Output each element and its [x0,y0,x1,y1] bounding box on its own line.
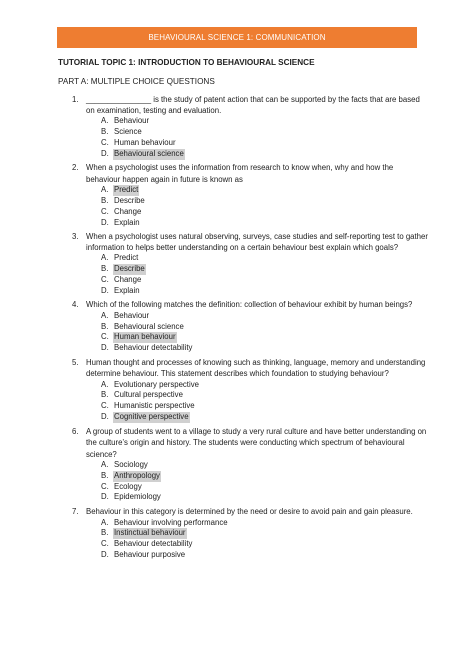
answer-option [58,127,428,138]
answer-options [58,311,428,355]
question-item [58,94,428,160]
option-text: Describe [114,195,145,205]
answer-option [58,518,428,529]
option-letter: A. [101,184,109,194]
option-text: Explain [114,217,140,227]
option-letter: B. [101,264,109,274]
option-letter: C. [101,332,109,342]
answer-option [58,311,428,322]
question-number: 2. [72,163,79,173]
answer-option [58,207,428,218]
answer-option [58,482,428,493]
answer-option [58,253,428,264]
option-text: Explain [114,286,140,296]
option-letter: A. [101,116,109,126]
question-text: Which of the following matches the definition: collection of behaviour exhibit by human beings? [86,300,413,310]
answer-option [58,539,428,550]
question-number: 4. [72,300,79,310]
option-letter: A. [101,459,109,469]
option-letter: C. [101,481,109,491]
highlighted-answer: Describe [114,264,145,274]
option-letter: B. [101,127,109,137]
answer-option [58,343,428,354]
option-letter: B. [101,390,109,400]
answer-option [58,185,428,196]
option-letter: D. [101,550,109,560]
answer-option [58,528,428,539]
answer-option [58,322,428,333]
option-text: Humanistic perspective [114,401,195,411]
question-number: 6. [72,427,79,437]
part-heading: PART A: MULTIPLE CHOICE QUESTIONS [58,77,215,86]
option-text: Behaviour [114,310,150,320]
question-text: When a psychologist uses natural observing, surveys, case studies and self-reporting test to gather information to helps better understanding on a certain behaviour best explain which goals? [86,231,428,253]
question-text: When a psychologist uses the information from research to know when, why and how the behaviour happen again in future is known as [86,163,394,184]
answer-option [58,380,428,391]
answer-option [58,332,428,343]
answer-option [58,149,428,160]
header-banner: BEHAVIOURAL SCIENCE 1: COMMUNICATION [57,27,417,48]
answer-option [58,275,428,286]
option-text: Behaviour [114,116,150,126]
option-text: Behaviour purposive [114,550,186,560]
option-letter: D. [101,286,109,296]
question-text: A group of students went to a village to study a very rural culture and have better understanding on the culture’s origin and history. The students were conducting which spectrum of behavioural science? [86,427,427,459]
question-number: 1. [72,95,79,104]
option-letter: D. [101,343,109,353]
option-letter: D. [101,412,109,422]
highlighted-answer: Instinctual behaviour [114,528,186,538]
question-item [58,357,428,423]
option-letter: A. [101,517,109,527]
option-letter: A. [101,310,109,320]
question-text: _______________ is the study of patent action that can be supported by the facts that are based on examination, testing and evaluation. [86,95,420,116]
answer-option [58,401,428,412]
answer-option [58,492,428,503]
answer-option [58,460,428,471]
option-text: Sociology [114,459,148,469]
question-item [58,162,428,228]
option-letter: D. [101,149,109,159]
option-text: Behaviour detectability [114,539,193,549]
option-text: Change [114,275,142,285]
option-letter: C. [101,275,109,285]
answer-option [58,218,428,229]
option-letter: B. [101,321,109,331]
option-text: Ecology [114,481,142,491]
answer-option [58,412,428,423]
option-text: Evolutionary perspective [114,379,199,389]
question-text: Human thought and processes of knowing such as thinking, language, memory and understanding determine behaviour. This statement describes which foundation to studying behaviour? [86,358,426,379]
option-text: Behaviour involving performance [114,517,228,527]
option-text: Change [114,206,142,216]
highlighted-answer: Human behaviour [114,332,176,342]
document-title: TUTORIAL TOPIC 1: INTRODUCTION TO BEHAVIOURAL SCIENCE [58,58,315,67]
answer-option [58,138,428,149]
question-number: 7. [72,507,79,517]
question-item [58,426,428,503]
answer-option [58,550,428,561]
option-letter: D. [101,492,109,502]
question-item [58,506,428,561]
option-letter: C. [101,206,109,216]
option-letter: C. [101,401,109,411]
option-text: Cultural perspective [114,390,183,400]
option-letter: D. [101,217,109,227]
option-letter: B. [101,470,109,480]
option-text: Predict [114,253,139,263]
question-number: 3. [72,231,79,241]
answer-option [58,286,428,297]
answer-options [58,380,428,424]
highlighted-answer: Behavioural science [114,149,184,159]
highlighted-answer: Predict [114,184,139,194]
answer-option [58,471,428,482]
highlighted-answer: Cognitive perspective [114,412,189,422]
option-text: Human behaviour [114,138,176,148]
option-letter: B. [101,195,109,205]
option-text: Behaviour detectability [114,343,193,353]
option-letter: B. [101,528,109,538]
option-text: Epidemiology [114,492,161,502]
answer-options [58,185,428,229]
question-list [58,94,428,561]
answer-option [58,390,428,401]
highlighted-answer: Anthropology [114,470,160,480]
question-text: Behaviour in this category is determined by the need or desire to avoid pain and gain pleasure. [86,507,413,517]
option-text: Behavioural science [114,321,184,331]
answer-option [58,264,428,275]
answer-option [58,116,428,127]
question-item [58,231,428,297]
answer-option [58,196,428,207]
answer-options [58,253,428,297]
option-letter: C. [101,539,109,549]
answer-options [58,460,428,504]
option-letter: A. [101,379,109,389]
answer-options [58,116,428,160]
question-number: 5. [72,358,79,368]
question-item [58,299,428,354]
answer-options [58,518,428,562]
option-letter: C. [101,138,109,148]
option-text: Science [114,127,142,137]
option-letter: A. [101,253,109,263]
